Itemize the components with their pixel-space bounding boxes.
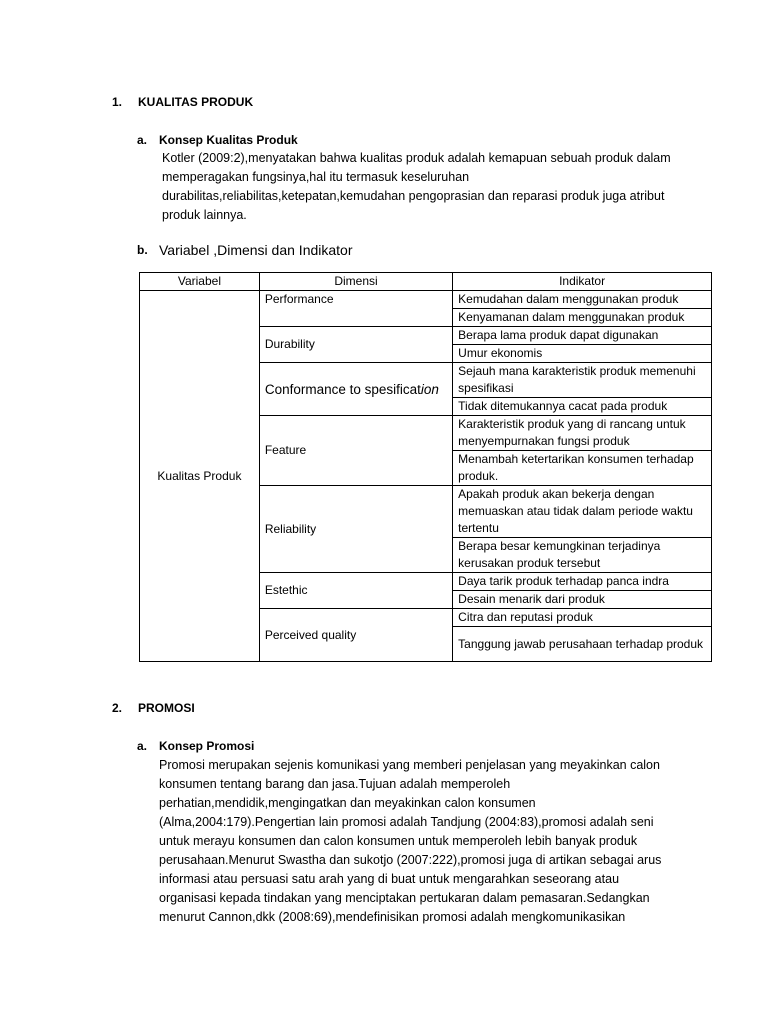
paragraph-line: Kotler (2009:2),menyatakan bahwa kualitas produk adalah kemapuan sebuah produk dalam — [162, 151, 671, 165]
variable-cell: Kualitas Produk — [140, 291, 260, 662]
subsection-1b-heading — [137, 242, 437, 262]
paragraph-line: durabilitas,reliabilitas,ketepatan,kemudahan pengoprasian dan reparasi produk juga atribut — [162, 189, 665, 203]
header-indikator: Indikator — [453, 273, 712, 291]
paragraph-line: menurut Cannon,dkk (2008:69),mendefinisikan promosi adalah mengkomunikasikan — [159, 910, 626, 924]
subsection-1a-title: Konsep Kualitas Produk — [159, 133, 298, 147]
paragraph-line: (Alma,2004:179).Pengertian lain promosi adalah Tandjung (2004:83),promosi adalah seni — [159, 815, 654, 829]
indicator-cell: Daya tarik produk terhadap panca indra — [453, 573, 712, 591]
dimension-durability: Durability — [259, 327, 452, 363]
indicator-cell: Kemudahan dalam menggunakan produk — [453, 291, 712, 309]
subsection-1a-letter: a. — [137, 133, 148, 147]
subsection-1b-letter: b. — [137, 243, 148, 257]
section-1-title: KUALITAS PRODUK — [138, 95, 254, 109]
indicator-cell: Citra dan reputasi produk — [453, 609, 712, 627]
paragraph-line: perusahaan.Menurut Swastha dan sukotjo (2007:222),promosi juga di artikan sebagai arus — [159, 853, 662, 867]
paragraph-line: informasi atau persuasi satu arah yang di buat untuk mengarahkan seseorang atau — [159, 872, 620, 886]
subsection-2a-paragraph — [159, 756, 661, 927]
dimension-performance: Performance — [259, 291, 452, 327]
paragraph-line: konsumen tentang barang dan jasa.Tujuan adalah memperoleh — [159, 777, 511, 791]
paragraph-line: Promosi merupakan sejenis komunikasi yang memberi penjelasan yang meyakinkan calon — [159, 758, 660, 772]
indicator-cell: Desain menarik dari produk — [453, 591, 712, 609]
subsection-1b-title: Variabel ,Dimensi dan Indikator — [159, 242, 353, 258]
dimension-perceived-quality: Perceived quality — [259, 609, 452, 662]
section-1-heading — [112, 95, 412, 113]
indicator-cell: Sejauh mana karakteristik produk memenuhi spesifikasi — [453, 363, 712, 398]
table-row — [140, 291, 712, 309]
paragraph-line: untuk merayu konsumen dan calon konsumen untuk memperoleh lebih banyak produk — [159, 834, 638, 848]
subsection-2a-title: Konsep Promosi — [159, 739, 255, 753]
dimension-estethic: Estethic — [259, 573, 452, 609]
section-2-title: PROMOSI — [138, 701, 195, 715]
paragraph-line: perhatian,mendidik,mengingatkan dan meyakinkan calon konsumen — [159, 796, 536, 810]
header-variabel: Variabel — [140, 273, 260, 291]
indicator-cell: Karakteristik produk yang di rancang untuk menyempurnakan fungsi produk — [453, 416, 712, 451]
subsection-2a-letter: a. — [137, 739, 148, 753]
indicator-cell: Tidak ditemukannya cacat pada produk — [453, 398, 712, 416]
subsection-1a-paragraph — [162, 149, 671, 225]
dimension-reliability: Reliability — [259, 486, 452, 573]
section-2-heading — [112, 701, 412, 719]
paragraph-line: produk lainnya. — [162, 208, 247, 222]
indicator-cell: Apakah produk akan bekerja dengan memuaskan atau tidak dalam periode waktu tertentu — [453, 486, 712, 538]
paragraph-line: memperagakan fungsinya,hal itu termasuk keseluruhan — [162, 170, 470, 184]
indicator-cell: Umur ekonomis — [453, 345, 712, 363]
dimension-conformance — [259, 363, 452, 416]
indicator-cell: Tanggung jawab perusahaan terhadap produk — [453, 627, 712, 662]
indicator-cell: Berapa besar kemungkinan terjadinya kerusakan produk tersebut — [453, 538, 712, 573]
paragraph-line: organisasi kepada tindakan yang menciptakan pertukaran dalam pemasaran.Sedangkan — [159, 891, 650, 905]
dimension-conformance-italic: ion — [420, 381, 439, 397]
indicator-cell: Kenyamanan dalam menggunakan produk — [453, 309, 712, 327]
indicator-cell: Berapa lama produk dapat digunakan — [453, 327, 712, 345]
table-header-row — [140, 273, 712, 291]
subsection-2a-heading — [137, 739, 437, 757]
indicator-cell: Menambah ketertarikan konsumen terhadap produk. — [453, 451, 712, 486]
dimension-feature: Feature — [259, 416, 452, 486]
section-2-number: 2. — [112, 701, 123, 715]
header-dimensi: Dimensi — [259, 273, 452, 291]
section-1-number: 1. — [112, 95, 123, 109]
dimension-conformance-text: Conformance to spesificat — [264, 381, 421, 397]
variable-dimension-indicator-table — [139, 272, 712, 662]
